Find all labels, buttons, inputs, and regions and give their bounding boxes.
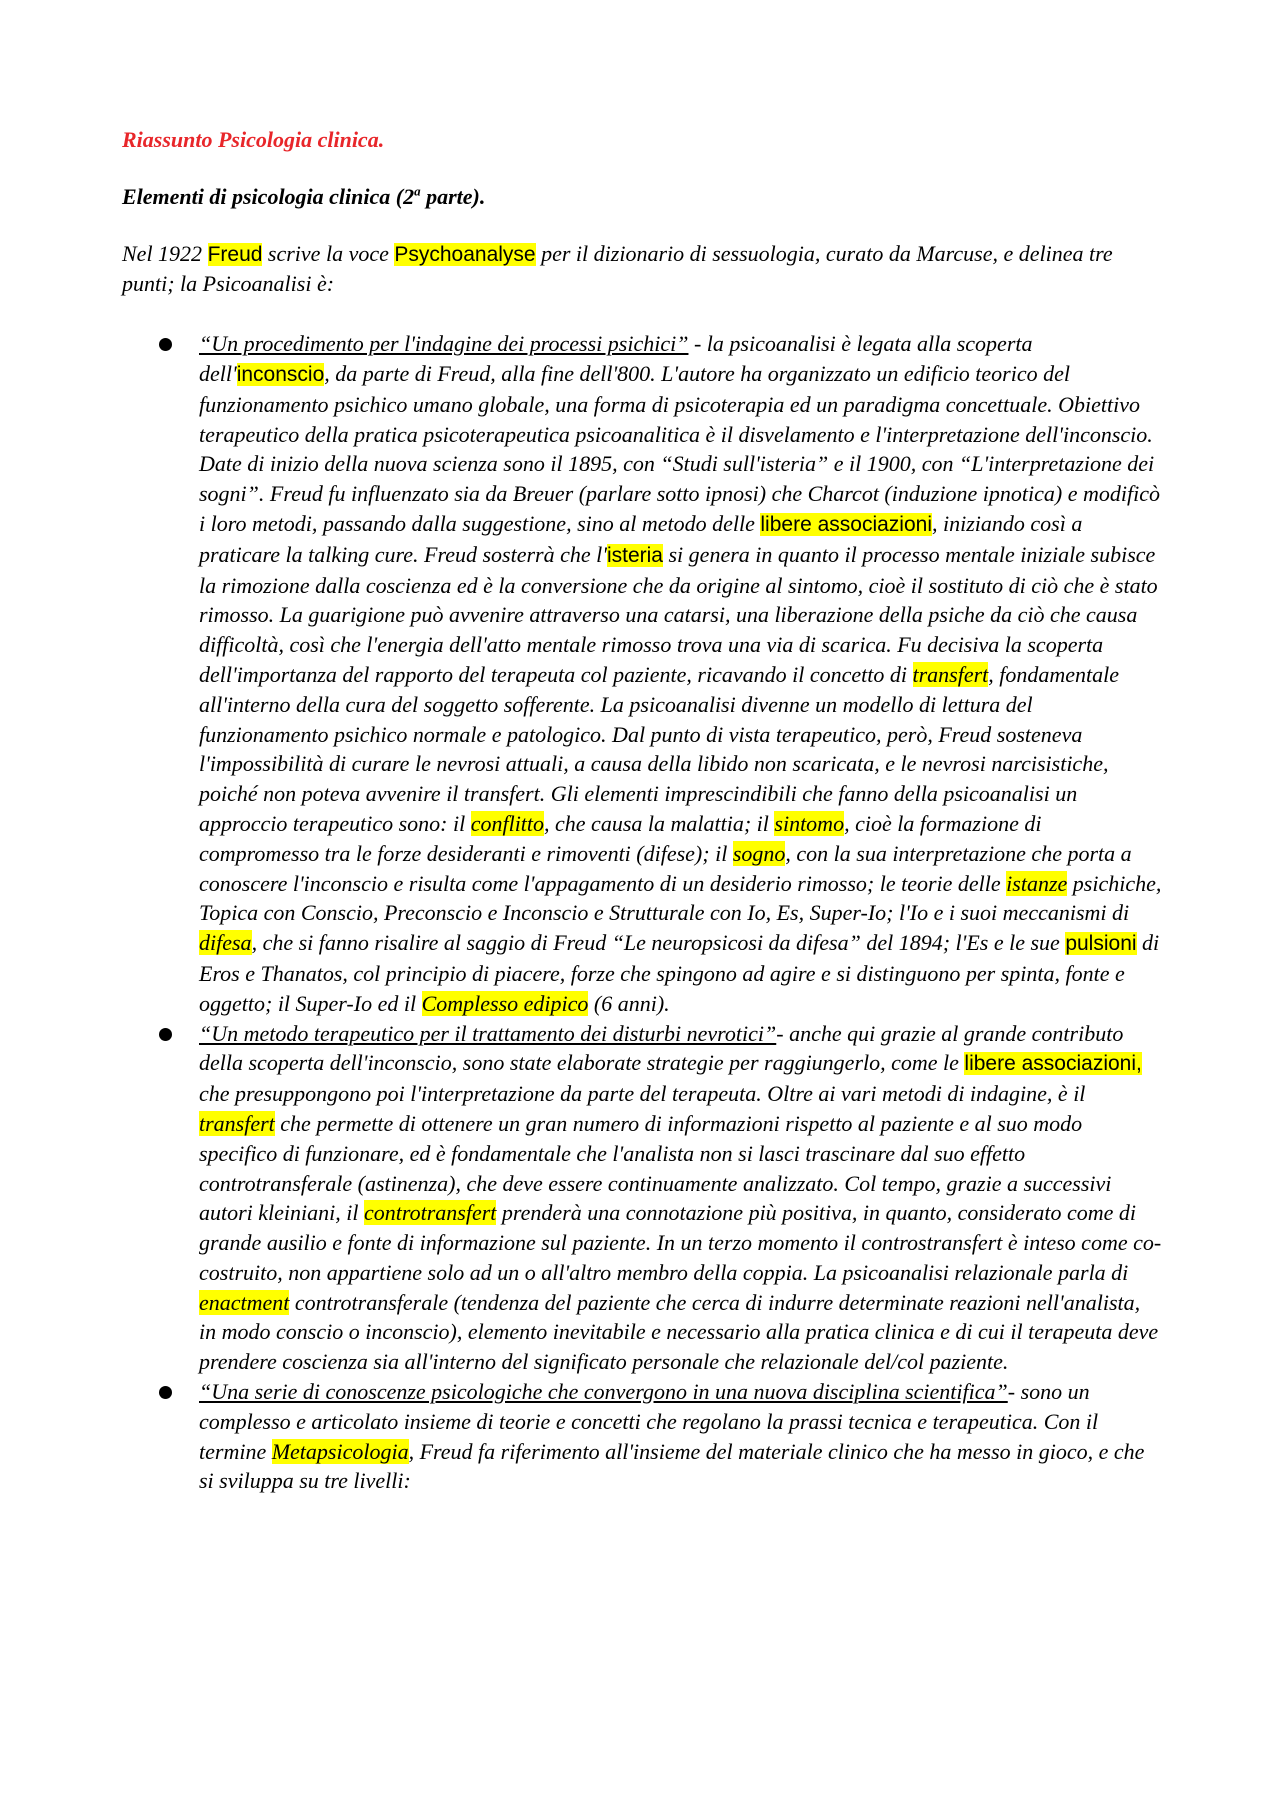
highlight-term: isteria (606, 543, 663, 567)
highlight-term: Metapsicologia (271, 1438, 409, 1464)
item-heading: “Un procedimento per l'indagine dei processi psichici” (199, 331, 689, 357)
bullet-icon (159, 1386, 172, 1399)
highlight-term: controtransfert (364, 1200, 497, 1226)
item-heading: “Una serie di conoscenze psicologiche che convergono in una nuova disciplina scientifica” (199, 1379, 1008, 1405)
highlight-term: enactment (199, 1289, 290, 1315)
highlight-term: conflitto (470, 810, 545, 836)
highlight-term: istanze (1006, 870, 1068, 896)
bullet-icon (159, 1028, 172, 1041)
highlight-term: Complesso edipico (421, 990, 589, 1016)
highlight-term: sogno (732, 840, 786, 866)
item-heading: “Un metodo terapeutico per il trattamento dei disturbi nevrotici” (199, 1020, 777, 1046)
section-heading: Elementi di psicologia clinica (2$^a$ parte). (122, 183, 486, 209)
document-title: Riassunto Psicologia clinica. (122, 127, 385, 152)
highlight-freud: Freud (207, 242, 263, 266)
highlight-term: libere associazioni, (964, 1052, 1142, 1076)
highlight-term: pulsioni (1065, 932, 1137, 956)
bullet-icon (159, 338, 172, 351)
highlight-term: sintomo (774, 810, 845, 836)
highlight-term: libere associazioni (760, 512, 932, 536)
list-item: “Una serie di conoscenze psicologiche che convergono in una nuova disciplina scientifica”- sono un complesso e articolato insieme di teorie e concetti che regolano la prassi tecnica e terapeutica. Con il termine Metapsicologia, Freud fa riferimento all'insieme del materiale clinico che ha messo in gioco, e che si sviluppa su tre livelli: (199, 1377, 1162, 1496)
document-body (122, 125, 1162, 1496)
highlight-term: transfert (199, 1110, 275, 1136)
highlight-psychoanalyse: Psychoanalyse (394, 242, 536, 266)
list-item: “Un procedimento per l'indagine dei processi psichici” - la psicoanalisi è legata alla scoperta dell'inconscio, da parte di Freud, alla fine dell'800. L'autore ha organizzato un edificio teorico del funzionamento psichico umano globale, una forma di psicoterapia ed un paradigma concettuale. Obiettivo terapeutico della pratica psicoterapeutica psicoanalitica è il disvelamento e l'interpretazione dell'inconscio. Date di inizio della nuova scienza sono il 1895, con “Studi sull'isteria” e il 1900, con “L'interpretazione dei sogni”. Freud fu influenzato sia da Breuer (parlare sotto ipnosi) che Charcot (induzione ipnotica) e modificò i loro metodi, passando dalla suggestione, sino al metodo delle libere associazioni, iniziando così a praticare la talking cure. Freud sosterrà che l'isteria si genera in quanto il processo mentale iniziale subisce la rimozione dalla coscienza ed è la conversione che da origine al sintomo, cioè il sostituto di ciò che è stato rimosso. La guarigione può avvenire attraverso una catarsi, una liberazione della psiche da ciò che causa difficoltà, così che l'energia dell'atto mentale rimosso trova una via di scarica. Fu decisiva la scoperta dell'importanza del rapporto del terapeuta col paziente, ricavando il concetto di transfert, fondamentale all'interno della cura del soggetto sofferente. La psicoanalisi divenne un modello di lettura del funzionamento psichico normale e patologico. Dal punto di vista terapeutico, però, Freud sosteneva l'impossibilità di curare le nevrosi attuali, a causa della libido non scaricata, e le nevrosi narcisistiche, poiché non poteva avvenire il transfert. Gli elementi imprescindibili che fanno della psicoanalisi un approccio terapeutico sono: il conflitto, che causa la malattia; il sintomo, cioè la formazione di compromesso tra le forze desideranti e rimoventi (difese); il sogno, con la sua interpretazione che porta a conoscere l'inconscio e risulta come l'appagamento di un desiderio rimosso; le teorie delle istanze psichiche, Topica con Conscio, Preconscio e Inconscio e Strutturale con Io, Es, Super-Io; l'Io e i suoi meccanismi di difesa, che si fanno risalire al saggio di Freud “Le neuropsicosi da difesa” del 1894; l'Es e le sue pulsioni di Eros e Thanatos, col principio di piacere, forze che spingono ad agire e si distinguono per spinta, fonte e oggetto; il Super-Io ed il Complesso edipico (6 anni). (199, 329, 1162, 1018)
highlight-term: transfert (912, 661, 989, 687)
intro-paragraph: Nel 1922 Freud scrive la voce Psychoanalyse per il dizionario di sessuologia, curato da Marcuse, e delinea tre punti; la Psicoanalisi è: (122, 240, 1113, 297)
list-item: “Un metodo terapeutico per il trattamento dei disturbi nevrotici”- anche qui grazie al grande contributo della scoperta dell'inconscio, sono state elaborate strategie per raggiungerlo, come le libere associazioni, che presuppongono poi l'interpretazione da parte del terapeuta. Oltre ai vari metodi di indagine, è il transfert che permette di ottenere un gran numero di informazioni rispetto al paziente e al suo modo specifico di funzionare, ed è fondamentale che l'analista non si lasci trascinare dal suo effetto controtransferale (astinenza), che deve essere continuamente analizzato. Col tempo, grazie a successivi autori kleiniani, il controtransfert prenderà una connotazione più positiva, in quanto, considerato come di grande ausilio e fonte di informazione sul paziente. In un terzo momento il controstransfert è inteso come co-costruito, non appartiene solo ad un o all'altro membro della coppia. La psicoanalisi relazionale parla di enactment controtransferale (tendenza del paziente che cerca di indurre determinate reazioni nell'analista, in modo conscio o inconscio), elemento inevitabile e necessario alla pratica clinica e di cui il terapeuta deve prendere coscienza sia all'interno del significato personale che relazionale del/col paziente. (199, 1019, 1162, 1378)
definition-list (122, 329, 1162, 1496)
highlight-term: inconscio (236, 362, 325, 386)
highlight-term: difesa (199, 930, 252, 956)
